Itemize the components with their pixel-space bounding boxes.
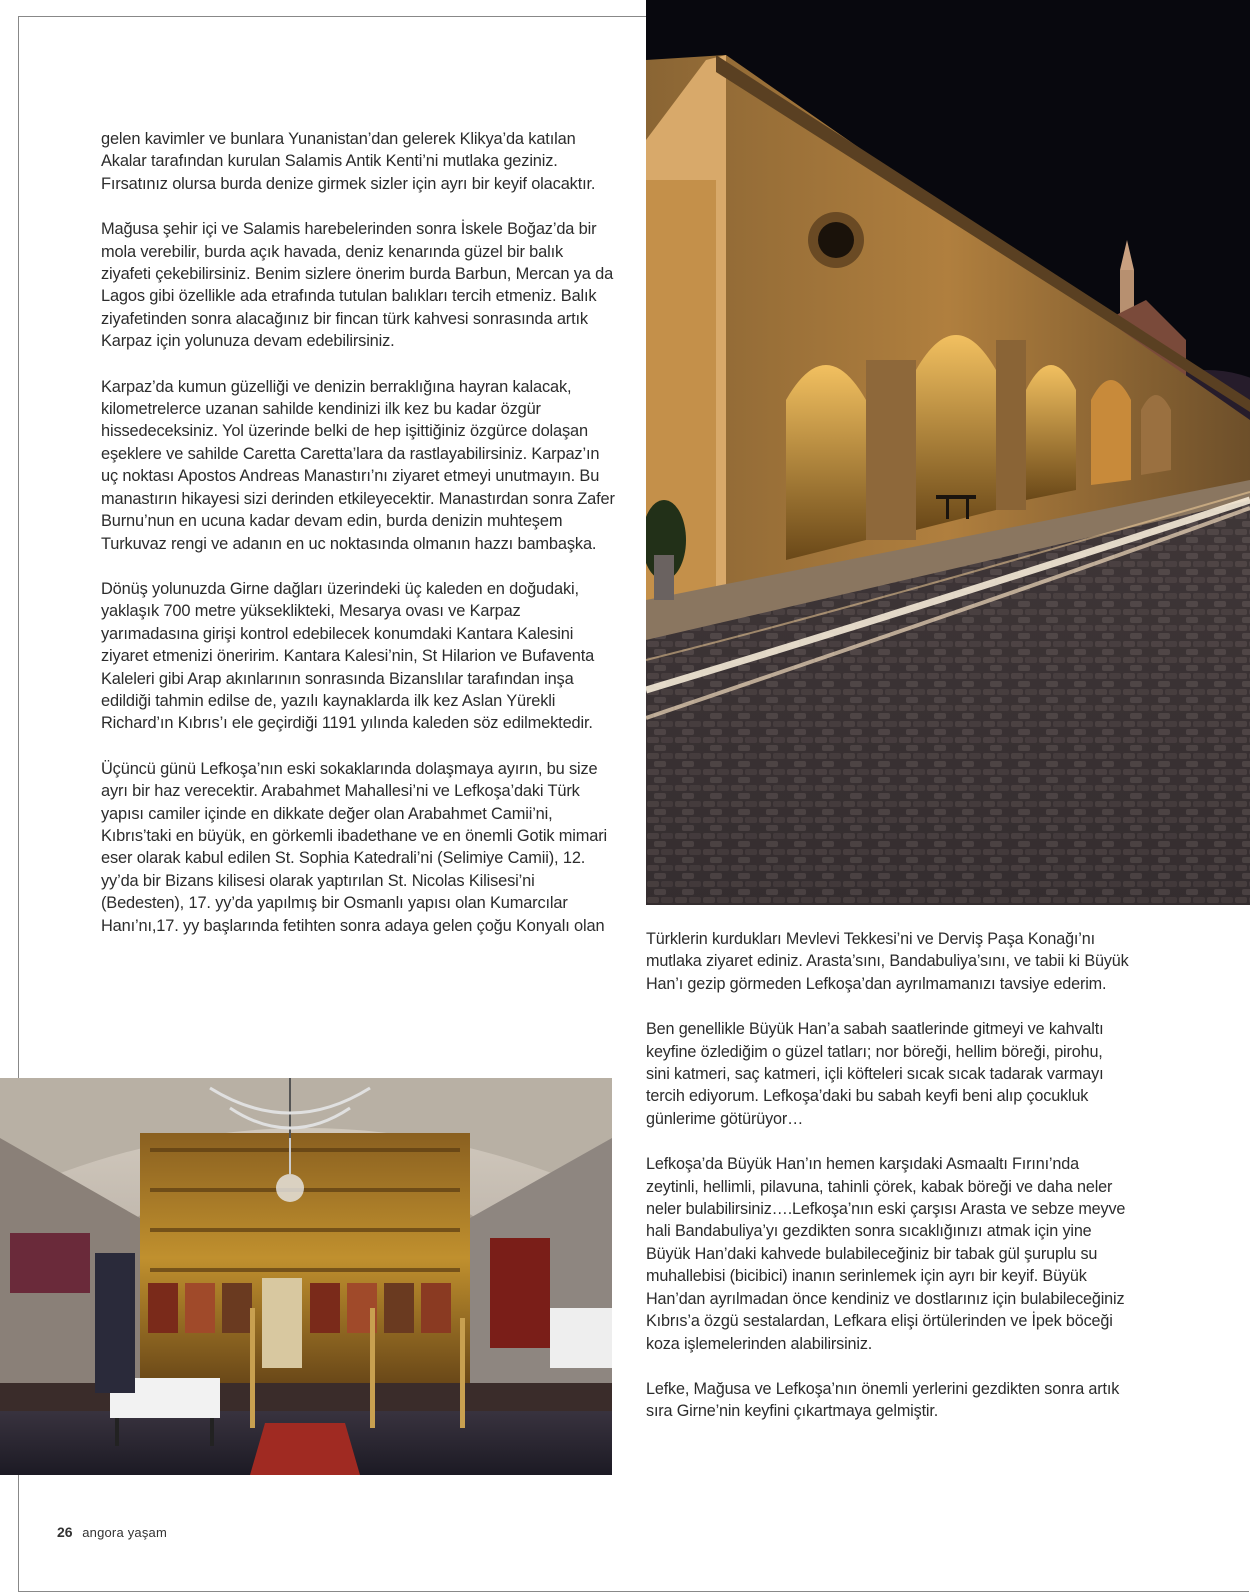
magazine-name: angora yaşam [82, 1525, 167, 1540]
page-footer [57, 1524, 167, 1540]
photo-night-arcade [646, 0, 1250, 905]
paragraph: Karpaz’da kumun güzelliği ve denizin berraklığına hayran kalacak, kilometrelerce uzanan sahilde kendinizi ilk kez bu kadar özgür hissedeceksiniz. Yol üzerinde belki de hep işittiğiniz özgürce dolaşan eşeklere ve sahilde Caretta Caretta’lara da rastlayabilirsiniz. Karpaz’ın uç noktası Apostos Andreas Manastırı’nı ziyaret etmeyi unutmayın. Bu manastırın hikayesi sizi derinden etkileyecektir. Manastırdan sonra Zafer Burnu’nun en ucuna kadar devam edin, burda denizin muhteşem Turkuvaz rengi ve adanın en uc noktasında olmanın hazzı bambaşka. [101, 377, 615, 553]
church-interior-illustration [0, 1078, 612, 1475]
right-text-column [646, 928, 1130, 1446]
photo-church-interior [0, 1078, 612, 1475]
page-number: 26 [57, 1524, 73, 1540]
paragraph: Üçüncü günü Lefkoşa’nın eski sokaklarında dolaşmaya ayırın, bu size ayrı bir haz verecektir. Arabahmet Mahallesi’ni ve Lefkoşa’daki Türk yapısı camiler içinde en dikkate değer olan Arabahmet Camii’ni, Kıbrıs’taki en büyük, en görkemli ibadethane ve en önemli Gotik mimari eser olarak kabul edilen St. Sophia Katedrali’ni (Selimiye Camii), 12. yy’da bir Bizans kilisesi olarak yaptırılan St. Nicolas Kilisesi’ni (Bedesten), 17. yy’da yapılmış bir Osmanlı yapısı olan Kumarcılar Hanı’nı,17. yy başlarında fetihten sonra adaya gelen çoğu Konyalı olan [101, 759, 608, 935]
paragraph: Dönüş yolunuzda Girne dağları üzerindeki üç kaleden en doğudaki, yaklaşık 700 metre yükseklikteki, Mesarya ovası ve Karpaz yarımadasına girişi kontrol edebilecek konumdaki Kantara Kalesini ziyaret etmenizi öneririm. Kantara Kalesi’nin, St Hilarion ve Bufaventa Kaleleri gibi Arap akınlarının sonrasında Bizanslılar tarafından inşa edildiği tahmin edilse de, yazılı kaynaklarda ilk kez Aslan Yürekli Richard’ın Kıbrıs’ı ele geçirdiği 1191 yılında kaleden söz edilmektedir. [101, 579, 595, 733]
paragraph: Mağusa şehir içi ve Salamis harebelerinden sonra İskele Boğaz’da bir mola verebilir, burda açık havada, deniz kenarında güzel bir balık ziyafeti çekebilirsiniz. Benim sizlere önerim burda Barbun, Mercan ya da Lagos gibi özellikle ada etrafında tutulan balıkları tercih etmeniz. Balık ziyafetinden sonra alacağınız bir fincan türk kahvesi sonrasında artık Karpaz için yolunuza devam edebilirsiniz. [101, 220, 614, 351]
paragraph: Türklerin kurdukları Mevlevi Tekkesi’ni ve Derviş Paşa Konağı’nı mutlaka ziyaret ediniz. Arasta’sını, Bandabuliya’sını, ve tabii ki Büyük Han’ı gezip görmeden Lefkoşa’dan ayrılmamanızı tavsiye ederim. [646, 930, 1129, 993]
paragraph: Lefke, Mağusa ve Lefkoşa’nın önemli yerlerini gezdikten sonra artık sıra Girne’nin keyfini çıkartmaya gelmiştir. [646, 1379, 1120, 1421]
night-arcade-illustration [646, 0, 1250, 905]
paragraph: Lefkoşa’da Büyük Han’ın hemen karşıdaki Asmaaltı Fırını’nda zeytinli, hellimli, pilavuna, tahinli çörek, kabak böreği ve daha neler neler bulabilirsiniz….Lefkoşa’nın eski çarşısı Arasta ve sebze meyve hali Bandabuliya’yı gezdikten sonra sıcaklığınızı atmak için yine Büyük Han’daki kahvede bulabileceğiniz bir tabak gül şuruplu su muhallebisi (bicibici) inanın serinlemek için ayrı bir keyif. Büyük Han’dan ayrılmadan önce kendiniz ve dostlarınız için bulabileceğiniz Kıbrıs’a özgü sestalardan, Lefkara elişi örtülerinden ve İpek böceği koza işlemelerinden alabilirsiniz. [646, 1155, 1126, 1353]
paragraph: gelen kavimler ve bunlara Yunanistan’dan gelerek Klikya’da katılan Akalar tarafından kurulan Salamis Antik Kenti’ni mutlaka geziniz. Fırsatınız olursa burda denize girmek sizler için ayrı bir keyif olacaktır. [101, 130, 596, 193]
paragraph: Ben genellikle Büyük Han’a sabah saatlerinde gitmeyi ve kahvaltı keyfine özlediğim o güzel tatları; nor böreği, hellim böreği, pirohu, sini katmeri, saç katmeri, içli köfteleri sıcak sıcak tadarak varmayı tercih ediyorum. Lefkoşa’daki bu sabah keyfi beni alıp çocukluk günlerime götürüyor… [646, 1020, 1104, 1128]
left-text-column [101, 128, 615, 960]
